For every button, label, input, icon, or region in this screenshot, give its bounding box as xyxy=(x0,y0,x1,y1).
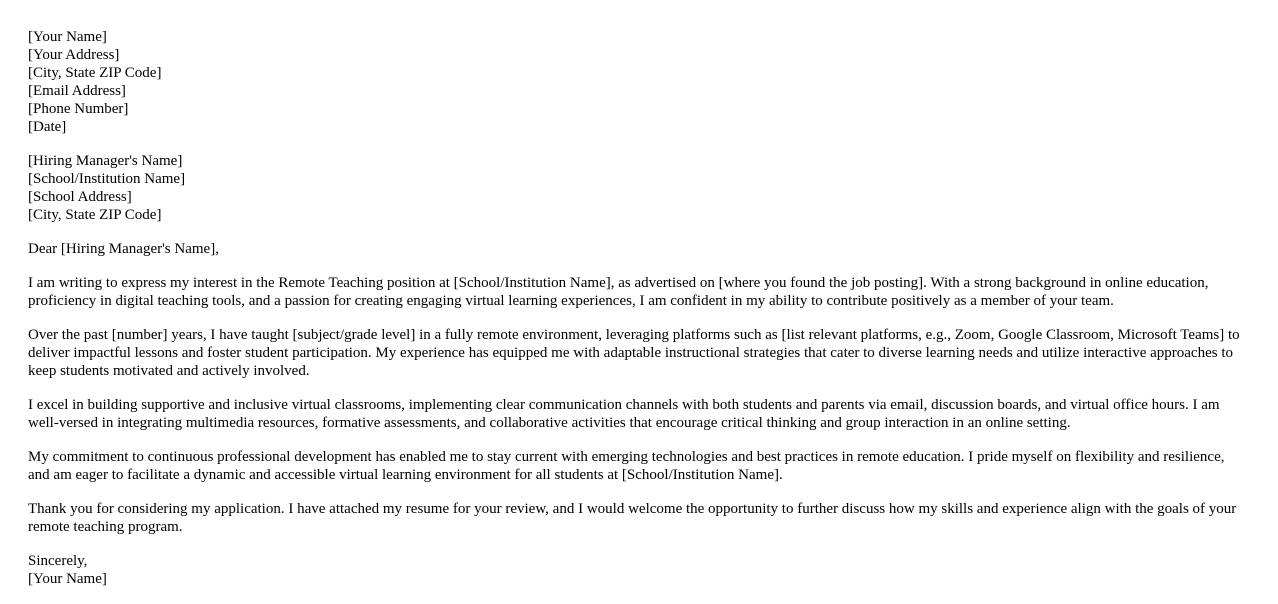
body-paragraph-development: My commitment to continuous professional development has enabled me to stay current with emerging technologies and best practices in remote education. I pride myself on flexibility and resilience, and am eager to facilitate a dynamic and accessible virtual learning environment for all students at [School/Institution Name]. xyxy=(28,449,1225,483)
signature-name: [Your Name] xyxy=(28,571,107,587)
body-paragraph-thanks: Thank you for considering my application. I have attached my resume for your review, and I would welcome the opportunity to further discuss how my skills and experience align with the goals of your remote teaching program. xyxy=(28,501,1237,535)
sender-city-state-zip: [City, State ZIP Code] xyxy=(28,65,162,81)
cover-letter xyxy=(28,28,1243,604)
valediction: Sincerely, xyxy=(28,553,88,569)
recipient-block xyxy=(28,152,1243,224)
body-paragraph-experience: Over the past [number] years, I have taught [subject/grade level] in a fully remote environment, leveraging platforms such as [list relevant platforms, e.g., Zoom, Google Classroom, Microsoft Teams] to deliver impactful lessons and foster student participation. My experience has equipped me with adaptable instructional strategies that cater to diverse learning needs and utilize interactive approaches to keep students motivated and actively involved. xyxy=(28,327,1240,379)
letter-date: [Date] xyxy=(28,119,67,135)
recipient-institution: [School/Institution Name] xyxy=(28,171,186,187)
body-paragraph-intro: I am writing to express my interest in the Remote Teaching position at [School/Institution Name], as advertised on [where you found the job posting]. With a strong background in online education, proficiency in digital teaching tools, and a passion for creating engaging virtual learning experiences, I am confident in my ability to contribute positively as a member of your team. xyxy=(28,275,1209,309)
recipient-address: [School Address] xyxy=(28,189,132,205)
sender-address: [Your Address] xyxy=(28,47,120,63)
sender-phone: [Phone Number] xyxy=(28,101,129,117)
sender-name: [Your Name] xyxy=(28,29,107,45)
body-paragraph-classroom: I excel in building supportive and inclusive virtual classrooms, implementing clear communication channels with both students and parents via email, discussion boards, and virtual office hours. I am well-versed in integrating multimedia resources, formative assessments, and collaborative activities that encourage critical thinking and group interaction in an online setting. xyxy=(28,397,1220,431)
sender-block xyxy=(28,28,1243,136)
recipient-manager-name: [Hiring Manager's Name] xyxy=(28,153,183,169)
sender-email: [Email Address] xyxy=(28,83,126,99)
closing-block xyxy=(28,552,1243,588)
salutation: Dear [Hiring Manager's Name], xyxy=(28,241,219,257)
recipient-city-state-zip: [City, State ZIP Code] xyxy=(28,207,162,223)
